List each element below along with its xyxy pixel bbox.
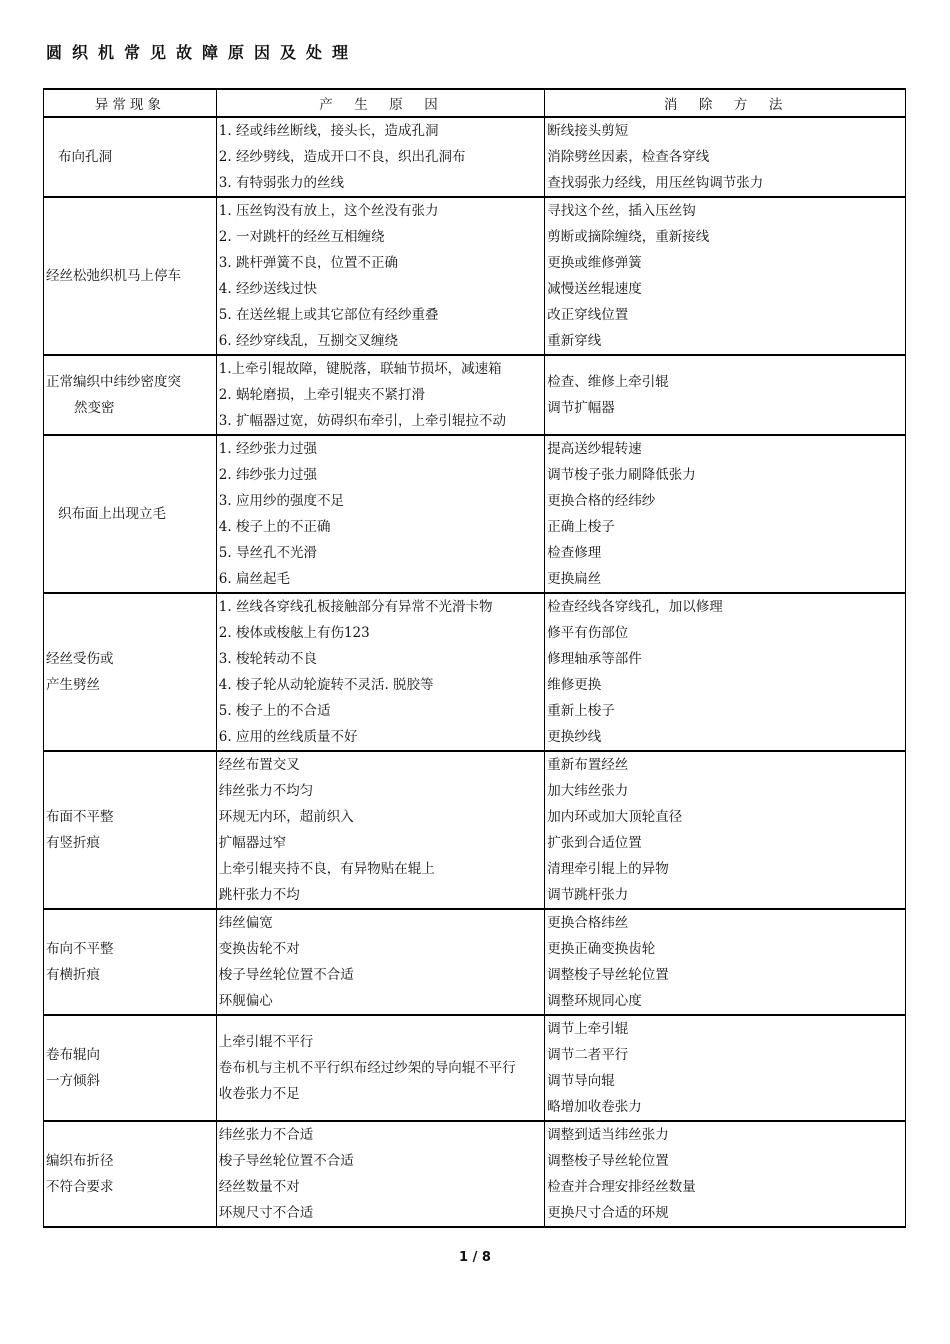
page-number: 1 / 8 — [459, 1250, 491, 1265]
fix-item: 改正穿线位置 — [547, 307, 629, 323]
cause-item: 上牵引辊不平行 — [218, 1034, 314, 1050]
cause-cell — [216, 1121, 544, 1227]
symptom-cell — [44, 909, 217, 1015]
fix-item: 正确上梭子 — [547, 519, 615, 535]
symptom-cell — [44, 197, 217, 355]
fix-item: 更换合格的经纬纱 — [547, 493, 656, 509]
cause-item: 1. 丝线各穿线孔板接触部分有异常不光滑卡物 — [218, 599, 493, 615]
fix-item: 略增加收卷张力 — [547, 1099, 642, 1115]
fix-item: 消除劈丝因素，检查各穿线 — [547, 149, 710, 165]
fix-item: 断线接头剪短 — [547, 123, 629, 139]
cause-item: 经丝数量不对 — [218, 1179, 300, 1195]
table-row — [44, 355, 906, 435]
symptom-line: 有横折痕 — [46, 967, 100, 983]
fix-item: 加内环或加大顶轮直径 — [547, 809, 683, 825]
fix-cell — [545, 355, 906, 435]
cause-item: 1. 经纱张力过强 — [218, 441, 317, 457]
symptom-line: 经丝松弛织机马上停车 — [46, 268, 181, 284]
symptom-line: 然变密 — [74, 400, 115, 416]
cause-item: 环规无内环，超前织入 — [218, 809, 354, 825]
fix-item: 调节上牵引辊 — [547, 1021, 629, 1037]
cause-item: 6. 应用的丝线质量不好 — [218, 729, 358, 745]
symptom-line: 不符合要求 — [46, 1179, 114, 1195]
table-row — [44, 435, 906, 593]
fix-item: 查找弱张力经线，用压丝钩调节张力 — [547, 175, 764, 191]
cause-item: 4. 梭子轮从动轮旋转不灵活. 脱胶等 — [218, 677, 434, 693]
symptom-cell — [44, 1121, 217, 1227]
fix-item: 检查经线各穿线孔，加以修理 — [547, 599, 723, 615]
symptom-line: 卷布辊向 — [46, 1047, 100, 1063]
fix-item: 调节跳杆张力 — [547, 887, 629, 903]
cause-item: 梭子导丝轮位置不合适 — [218, 967, 354, 983]
header-cause: 产 生 原 因 — [216, 89, 544, 117]
symptom-cell — [44, 355, 217, 435]
fix-item: 调节导向辊 — [547, 1073, 615, 1089]
fix-cell — [545, 435, 906, 593]
fix-item: 提高送纱辊转速 — [547, 441, 642, 457]
fix-item: 更换纱线 — [547, 729, 602, 745]
cause-item: 上牵引辊夹持不良，有异物贴在辊上 — [218, 861, 435, 877]
fix-item: 寻找这个丝，插入压丝钩 — [547, 203, 696, 219]
cause-item: 3. 应用纱的强度不足 — [218, 493, 344, 509]
symptom-line: 编织布折径 — [46, 1153, 114, 1169]
fix-item: 修平有伤部位 — [547, 625, 629, 641]
symptom-cell — [44, 117, 217, 197]
fix-item: 剪断或摘除缠绕，重新接线 — [547, 229, 710, 245]
symptom-line: 一方倾斜 — [46, 1073, 100, 1089]
cause-cell — [216, 909, 544, 1015]
cause-cell — [216, 355, 544, 435]
cause-item: 环舰偏心 — [218, 993, 273, 1009]
fix-item: 重新上梭子 — [547, 703, 615, 719]
header-fix: 消 除 方 法 — [545, 89, 906, 117]
fix-item: 调节梭子张力刷降低张力 — [547, 467, 696, 483]
cause-cell — [216, 593, 544, 751]
cause-cell — [216, 117, 544, 197]
table-row — [44, 751, 906, 909]
cause-item: 2. 一对跳杆的经丝互相缠绕 — [218, 229, 385, 245]
table-row — [44, 593, 906, 751]
symptom-cell — [44, 593, 217, 751]
fix-item: 调整环规同心度 — [547, 993, 642, 1009]
fix-item: 清理牵引辊上的异物 — [547, 861, 669, 877]
symptom-line: 正常编织中纬纱密度突 — [46, 374, 181, 390]
fix-item: 重新布置经丝 — [547, 757, 629, 773]
fix-item: 更换尺寸合适的环规 — [547, 1205, 669, 1221]
cause-item: 2. 经纱劈线，造成开口不良，织出孔洞布 — [218, 149, 466, 165]
cause-item: 2. 纬纱张力过强 — [218, 467, 317, 483]
symptom-line: 布面不平整 — [46, 809, 114, 825]
fix-item: 更换合格纬丝 — [547, 915, 629, 931]
cause-item: 纬丝偏宽 — [218, 915, 273, 931]
fix-item: 更换正确变换齿轮 — [547, 941, 656, 957]
symptom-line: 有竖折痕 — [46, 835, 100, 851]
fix-item: 加大纬丝张力 — [547, 783, 629, 799]
table-body — [44, 117, 906, 1227]
fix-item: 调整梭子导丝轮位置 — [547, 1153, 669, 1169]
cause-item: 3. 有特弱张力的丝线 — [218, 175, 344, 191]
symptom-line: 经丝受伤或 — [46, 651, 114, 667]
table-row — [44, 1121, 906, 1227]
fix-item: 修理轴承等部件 — [547, 651, 642, 667]
cause-item: 3. 梭轮转动不良 — [218, 651, 317, 667]
cause-item: 环规尺寸不合适 — [218, 1205, 314, 1221]
fix-cell — [545, 1015, 906, 1121]
symptom-line: 布向不平整 — [46, 941, 114, 957]
fix-item: 检查并合理安排经丝数量 — [547, 1179, 696, 1195]
table-row — [44, 1015, 906, 1121]
cause-item: 6. 经纱穿线乱，互捌交叉缠绕 — [218, 333, 398, 349]
fix-item: 更换或维修弹簧 — [547, 255, 642, 271]
symptom-line: 产生劈丝 — [46, 677, 100, 693]
table-header-row — [44, 89, 906, 117]
cause-item: 2. 梭体或梭舷上有伤123 — [218, 625, 370, 641]
fix-cell — [545, 909, 906, 1015]
fix-item: 检查、维修上牵引辊 — [547, 374, 669, 390]
fix-cell — [545, 593, 906, 751]
table-row — [44, 909, 906, 1015]
cause-item: 3. 跳杆弹簧不良，位置不正确 — [218, 255, 398, 271]
fix-item: 调节二者平行 — [547, 1047, 629, 1063]
cause-cell — [216, 1015, 544, 1121]
fix-item: 调节扩幅器 — [547, 400, 615, 416]
cause-item: 1. 压丝钩没有放上，这个丝没有张力 — [218, 203, 439, 219]
cause-item: 扩幅器过窄 — [218, 835, 287, 851]
symptom-cell — [44, 751, 217, 909]
fix-item: 调整到适当纬丝张力 — [547, 1127, 669, 1143]
cause-item: 1.上牵引辊故障，键脱落，联轴节损坏，减速箱 — [218, 361, 502, 377]
symptom-line: 布向孔洞 — [58, 149, 112, 165]
document-title: 圆织机常见故障原因及处理 — [46, 43, 359, 62]
cause-item: 5. 梭子上的不合适 — [218, 703, 331, 719]
fix-item: 调整梭子导丝轮位置 — [547, 967, 669, 983]
cause-item: 变换齿轮不对 — [218, 941, 300, 957]
fix-cell — [545, 1121, 906, 1227]
cause-item: 2. 蜗轮磨损，上牵引辊夹不紧打滑 — [218, 387, 425, 403]
fix-cell — [545, 117, 906, 197]
cause-item: 3. 扩幅器过宽，妨碍织布牵引，上牵引辊拉不动 — [218, 413, 506, 429]
fix-item: 重新穿线 — [547, 333, 602, 349]
table-row — [44, 197, 906, 355]
cause-item: 纬丝张力不合适 — [218, 1127, 314, 1143]
symptom-cell — [44, 435, 217, 593]
cause-cell — [216, 435, 544, 593]
symptom-cell — [44, 1015, 217, 1121]
fix-item: 扩张到合适位置 — [547, 835, 642, 851]
cause-item: 1. 经或纬丝断线，接头长，造成孔洞 — [218, 123, 439, 139]
cause-item: 纬丝张力不均匀 — [218, 783, 314, 799]
symptom-line: 织布面上出现立毛 — [58, 506, 166, 522]
fix-item: 检查修理 — [547, 545, 602, 561]
cause-item: 5. 导丝孔不光滑 — [218, 545, 317, 561]
fix-cell — [545, 197, 906, 355]
fix-item: 更换扁丝 — [547, 571, 602, 587]
fix-item: 维修更换 — [547, 677, 602, 693]
fix-cell — [545, 751, 906, 909]
cause-cell — [216, 751, 544, 909]
cause-item: 经丝布置交叉 — [218, 757, 300, 773]
cause-item: 4. 梭子上的不正确 — [218, 519, 331, 535]
table-row — [44, 117, 906, 197]
fix-item: 减慢送丝辊速度 — [547, 281, 642, 297]
cause-cell — [216, 197, 544, 355]
cause-item: 卷布机与主机不平行织布经过纱架的导向辊不平行 — [218, 1060, 516, 1076]
cause-item: 4. 经纱送线过快 — [218, 281, 317, 297]
fault-table — [43, 88, 906, 1228]
header-symptom: 异常现象 — [44, 89, 217, 117]
cause-item: 跳杆张力不均 — [218, 887, 300, 903]
cause-item: 梭子导丝轮位置不合适 — [218, 1153, 354, 1169]
cause-item: 收卷张力不足 — [218, 1086, 300, 1102]
cause-item: 5. 在送丝辊上或其它部位有经纱重叠 — [218, 307, 439, 323]
cause-item: 6. 扁丝起毛 — [218, 571, 290, 587]
